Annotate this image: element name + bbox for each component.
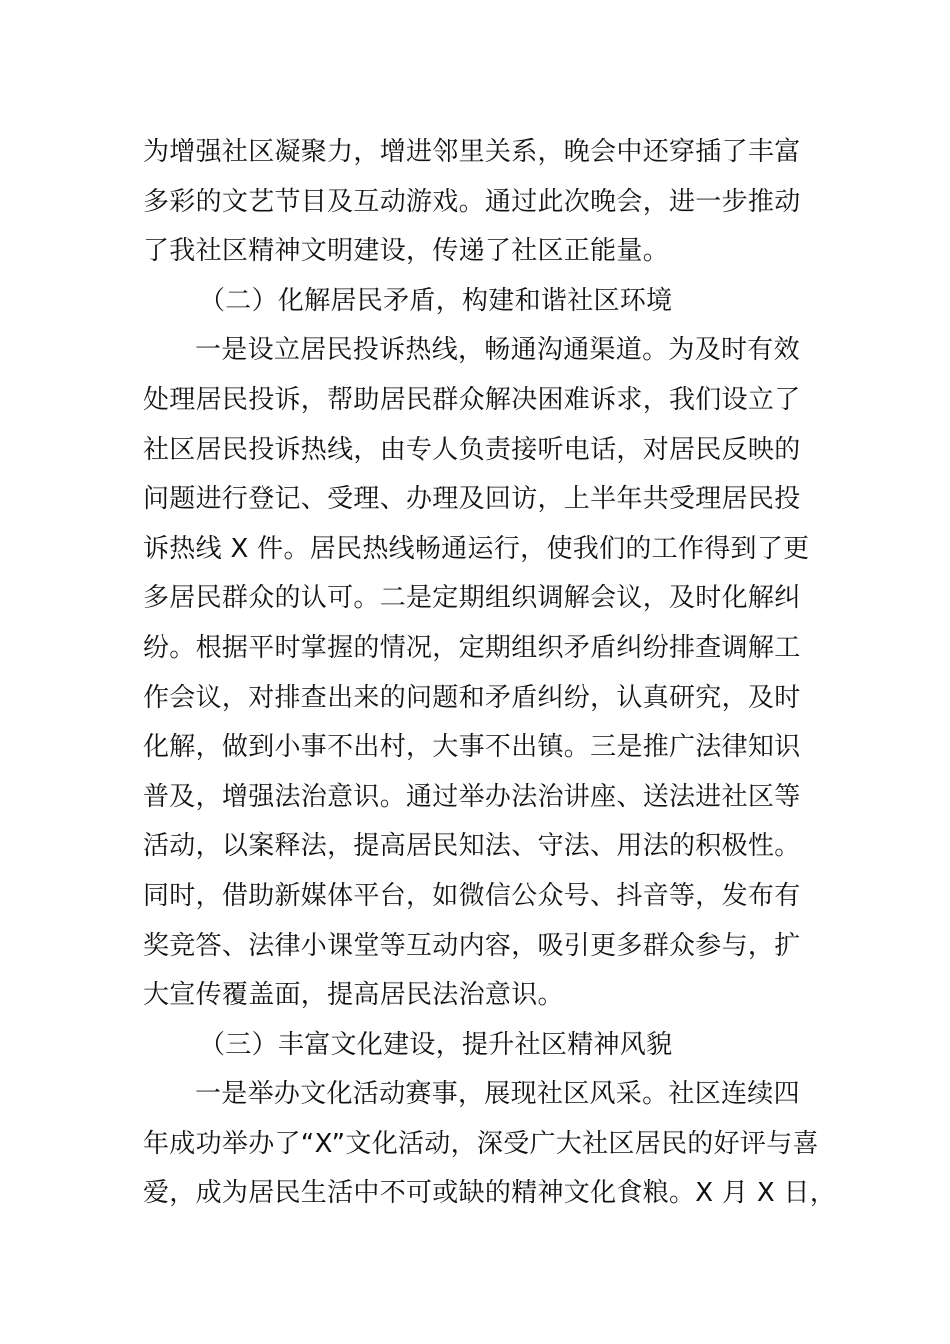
text-line: 作会议，对排查出来的问题和矛盾纠纷，认真研究，及时 — [143, 682, 801, 713]
paragraph-start-line: 一是设立居民投诉热线，畅通沟通渠道。为及时有效 — [195, 335, 800, 366]
text-line: 社区居民投诉热线，由专人负责接听电话，对居民反映的 — [143, 434, 801, 465]
text-line: 爱，成为居民生活中不可或缺的精神文化食粮。X 月 X 日， — [143, 1178, 837, 1209]
text-line: 了我社区精神文明建设，传递了社区正能量。 — [143, 236, 670, 267]
text-line: 同时，借助新媒体平台，如微信公众号、抖音等，发布有 — [143, 880, 801, 911]
text-line: 年成功举办了“X”文化活动，深受广大社区居民的好评与喜 — [143, 1128, 819, 1159]
text-line: 大宣传覆盖面，提高居民法治意识。 — [143, 980, 564, 1011]
paragraph-start-line: 一是举办文化活动赛事，展现社区风采。社区连续四 — [195, 1079, 800, 1110]
text-line: 化解，做到小事不出村，大事不出镇。三是推广法律知识 — [143, 732, 801, 763]
text-line: 多居民群众的认可。二是定期组织调解会议，及时化解纠 — [143, 583, 801, 614]
section-heading-three: （三）丰富文化建设，提升社区精神风貌 — [199, 1029, 673, 1060]
text-line: 为增强社区凝聚力，增进邻里关系，晚会中还穿插了丰富 — [143, 137, 801, 167]
text-line: 奖竞答、法律小课堂等互动内容，吸引更多群众参与，扩 — [143, 930, 801, 961]
text-line: 处理居民投诉，帮助居民群众解决困难诉求，我们设立了 — [143, 384, 801, 415]
text-line: 纷。根据平时掌握的情况，定期组织矛盾纠纷排查调解工 — [143, 632, 801, 663]
text-line: 普及，增强法治意识。通过举办法治讲座、送法进社区等 — [143, 781, 801, 812]
section-heading-two: （二）化解居民矛盾，构建和谐社区环境 — [199, 285, 673, 316]
text-line: 活动，以案释法，提高居民知法、守法、用法的积极性。 — [143, 831, 801, 862]
text-line: 诉热线 X 件。居民热线畅通运行，使我们的工作得到了更 — [143, 533, 810, 564]
document-body — [143, 128, 837, 1219]
text-line: 问题进行登记、受理、办理及回访，上半年共受理居民投 — [143, 484, 801, 515]
text-line: 多彩的文艺节目及互动游戏。通过此次晚会，进一步推动 — [143, 186, 801, 217]
